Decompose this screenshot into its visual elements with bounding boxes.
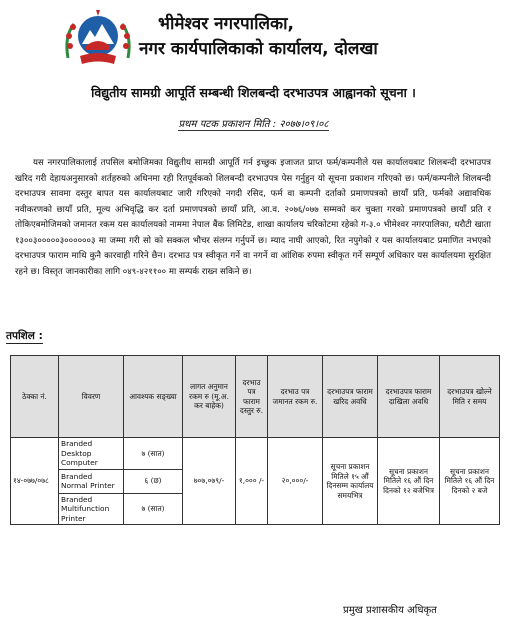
cell-item-quantity: ६ (छ) — [124, 469, 183, 493]
header-submission-period: दरभाउपत्र फाराम दाखिला अवधि — [378, 356, 440, 438]
tender-details-table — [10, 355, 500, 525]
cell-item-description: Branded Multifunction Printer — [59, 493, 124, 525]
table-header-row — [11, 356, 500, 438]
header-contract-no: ठेक्का नं. — [11, 356, 59, 438]
cell-bid-security: २०,०००/- — [268, 438, 323, 525]
nepal-emblem-logo — [60, 6, 136, 68]
header-form-fee: दरभाउ पत्र फाराम दस्तुर रु. — [236, 356, 268, 438]
cell-item-quantity: ७ (सात) — [124, 493, 183, 525]
notice-title: विद्युतीय सामग्री आपूर्ति सम्बन्धी शिलबन्दी दरभाउपत्र आह्वानको सूचना । — [91, 85, 416, 100]
publication-date: प्रथम पटक प्रकाशन मिति : २०७७।०९।०८ — [178, 119, 329, 130]
table-row — [11, 438, 500, 470]
header-description: विवरण — [59, 356, 124, 438]
cell-item-description: Branded Normal Printer — [59, 469, 124, 493]
header-purchase-period: दरभाउपत्र फाराम खरिद अवधि — [323, 356, 378, 438]
cell-item-quantity: ७ (सात) — [124, 438, 183, 470]
notice-paragraph: यस नगरपालिकालाई तपसिल बमोजिमका विद्युतीय सामग्री आपूर्ति गर्न इच्छुक इजाजत प्राप्त फर्म/कम्पनीले यस कार्यालयबाट शिलबन्दी दरभाउपत्र खरिद गरी देहायअनुसारको शर्तहरुको अधिनमा रही रितपूर्वकको शिलबन्दी दरभाउपत्र पेस गर्नुहुन यो सूचना प्रकाशन गरिएको छ। फर्म/कम्पनीले शिलबन्दी दरभाउपत्र सावमा दस्तुर बापत यस कार्यालयबाट जारी गरिएको नगदी रसिद, फर्म वा कम्पनी दर्ताको प्रमाणपत्रको छायाँ प्रति, फर्मको अद्यावधिक नवीकरणको छायाँ प्रति, मूल्य अभिवृद्धि कर दर्ता प्रमाणपत्रको छायाँ प्रति, आ.व. २०७६/०७७ सम्मको कर चुक्ता गरको प्रमाणपत्रको छायाँ प्रति र तोकिएबमोजिमको जमानत रकम यस कार्यालयको नाममा नेपाल बैंक लिमिटेड, शाखा कार्यालय चरिकोटमा रहेको ग-३.० भीमेश्वर नगरपालिका, धरौटी खाता १३००३०००००३००००००३ मा जम्मा गरी सो को सक्कल भौचर संलग्न गर्नुपर्ने छ। म्याद नाघी आएको, रित नपुगेको र यस कार्यालयबाट प्रमाणित नभएको दरभाउपत्र फाराम माथि कुनै कारवाही गरिने छैन। दरभाउ पत्र स्वीकृत गर्ने वा नगर्ने वा आंशिक रुपमा स्वीकृत गर्ने सम्पूर्ण अधिकार यस कार्यालयमा सुरक्षित रहने छ। विस्तृत जानकारीका लागि ०४९-४२११०० मा सम्पर्क राख्न सकिने छ। — [15, 158, 491, 277]
notice-body — [15, 156, 491, 280]
header-opening-time: दरभाउपत्र खोल्ने मिति र समय — [440, 356, 500, 438]
office-name: नगर कार्यपालिकाको कार्यालय, दोलखा — [139, 39, 378, 59]
cell-contract-no: १४-०७७/०७८ — [11, 438, 59, 525]
cell-submission-period: सूचना प्रकाशन मितिले १६ औं दिन दिनको १२ बजेभित्र — [378, 438, 440, 525]
municipality-name: भीमेश्वर नगरपालिका, — [158, 14, 294, 34]
cell-form-fee: १,००० /- — [236, 438, 268, 525]
cell-cost-estimate: ७०७,०७९/- — [183, 438, 236, 525]
header-cost-estimate: लागत अनुमान रकम रु (मू.अ. कर बाहेक) — [183, 356, 236, 438]
signatory-title: प्रमुख प्रशासकीय अधिकृत — [343, 605, 437, 616]
cell-purchase-period: सूचना प्रकाशन मितिले १५ औं दिनसम्म कार्यालय समयभित्र — [323, 438, 378, 525]
cell-item-description: Branded Desktop Computer — [59, 438, 124, 470]
header-bid-security: दरभाउ पत्र जमानत रकम रु. — [268, 356, 323, 438]
header-quantity: आवश्यक सङ्ख्या — [124, 356, 183, 438]
details-label: तपशिल : — [6, 330, 43, 342]
cell-opening-time: सूचना प्रकाशन मितिले १६ औं दिन दिनको २ बजे — [440, 438, 500, 525]
